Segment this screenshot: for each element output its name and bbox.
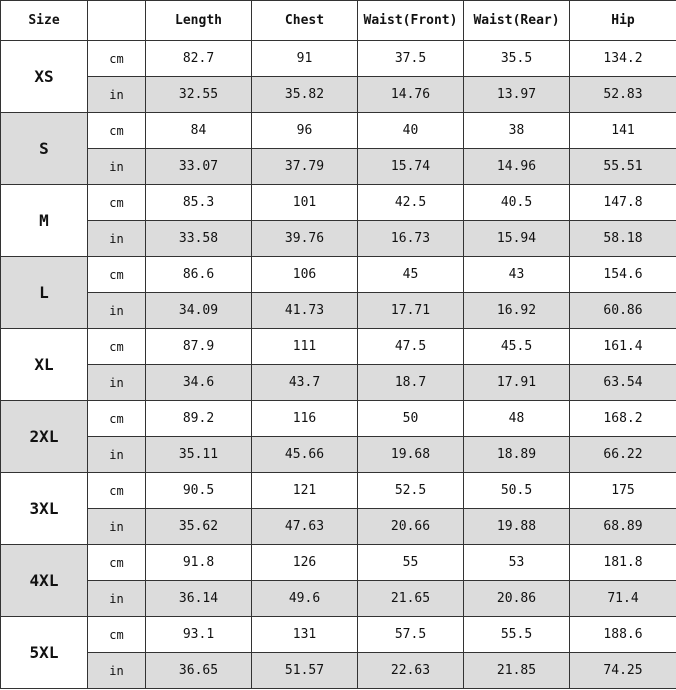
- cell-waist-front-in: 16.73: [358, 221, 464, 257]
- cell-chest-cm: 126: [252, 545, 358, 581]
- cell-length-cm: 87.9: [146, 329, 252, 365]
- cell-waist-front-cm: 55: [358, 545, 464, 581]
- cell-hip-in: 58.18: [570, 221, 676, 257]
- cell-chest-in: 37.79: [252, 149, 358, 185]
- cell-length-cm: 89.2: [146, 401, 252, 437]
- cell-chest-cm: 116: [252, 401, 358, 437]
- size-label: XL: [1, 329, 88, 401]
- cell-hip-cm: 168.2: [570, 401, 676, 437]
- cell-hip-cm: 188.6: [570, 617, 676, 653]
- table-row: [1, 329, 676, 365]
- size-group: [1, 329, 676, 401]
- table-row: [1, 113, 676, 149]
- cell-length-in: 33.07: [146, 149, 252, 185]
- cell-length-in: 33.58: [146, 221, 252, 257]
- unit-cm: cm: [88, 185, 146, 221]
- size-label: 3XL: [1, 473, 88, 545]
- unit-in: in: [88, 149, 146, 185]
- cell-waist-rear-in: 19.88: [464, 509, 570, 545]
- table-row: [1, 365, 676, 401]
- size-group: [1, 545, 676, 617]
- unit-in: in: [88, 365, 146, 401]
- header-row: [1, 1, 676, 41]
- header-waist-front: Waist(Front): [358, 1, 464, 41]
- cell-chest-cm: 106: [252, 257, 358, 293]
- cell-waist-rear-cm: 55.5: [464, 617, 570, 653]
- table-row: [1, 437, 676, 473]
- cell-chest-cm: 101: [252, 185, 358, 221]
- unit-in: in: [88, 77, 146, 113]
- header-unit: [88, 1, 146, 41]
- cell-waist-front-in: 22.63: [358, 653, 464, 689]
- cell-waist-front-cm: 37.5: [358, 41, 464, 77]
- cell-chest-in: 43.7: [252, 365, 358, 401]
- cell-waist-rear-in: 14.96: [464, 149, 570, 185]
- table-row: [1, 293, 676, 329]
- size-label: 5XL: [1, 617, 88, 689]
- table-row: [1, 581, 676, 617]
- cell-waist-front-in: 14.76: [358, 77, 464, 113]
- cell-length-in: 34.6: [146, 365, 252, 401]
- header-length: Length: [146, 1, 252, 41]
- cell-length-cm: 90.5: [146, 473, 252, 509]
- cell-waist-front-in: 20.66: [358, 509, 464, 545]
- cell-waist-rear-in: 20.86: [464, 581, 570, 617]
- cell-hip-in: 68.89: [570, 509, 676, 545]
- size-label: L: [1, 257, 88, 329]
- unit-cm: cm: [88, 617, 146, 653]
- table-row: [1, 473, 676, 509]
- cell-waist-front-in: 18.7: [358, 365, 464, 401]
- cell-waist-rear-cm: 45.5: [464, 329, 570, 365]
- unit-in: in: [88, 221, 146, 257]
- cell-chest-in: 47.63: [252, 509, 358, 545]
- cell-hip-cm: 181.8: [570, 545, 676, 581]
- cell-waist-rear-cm: 48: [464, 401, 570, 437]
- unit-in: in: [88, 509, 146, 545]
- cell-hip-in: 74.25: [570, 653, 676, 689]
- cell-waist-rear-cm: 40.5: [464, 185, 570, 221]
- unit-cm: cm: [88, 113, 146, 149]
- size-label: 4XL: [1, 545, 88, 617]
- cell-waist-front-in: 21.65: [358, 581, 464, 617]
- table-row: [1, 77, 676, 113]
- cell-waist-rear-in: 17.91: [464, 365, 570, 401]
- cell-waist-front-cm: 52.5: [358, 473, 464, 509]
- cell-chest-cm: 91: [252, 41, 358, 77]
- cell-waist-rear-cm: 38: [464, 113, 570, 149]
- cell-waist-front-cm: 57.5: [358, 617, 464, 653]
- cell-waist-front-in: 19.68: [358, 437, 464, 473]
- size-group: [1, 41, 676, 113]
- cell-length-cm: 84: [146, 113, 252, 149]
- table-row: [1, 617, 676, 653]
- size-group: [1, 401, 676, 473]
- cell-waist-rear-cm: 43: [464, 257, 570, 293]
- size-label: M: [1, 185, 88, 257]
- cell-waist-front-cm: 42.5: [358, 185, 464, 221]
- cell-hip-in: 63.54: [570, 365, 676, 401]
- cell-waist-rear-cm: 53: [464, 545, 570, 581]
- cell-waist-rear-cm: 35.5: [464, 41, 570, 77]
- unit-cm: cm: [88, 257, 146, 293]
- cell-waist-front-in: 17.71: [358, 293, 464, 329]
- size-group: [1, 617, 676, 689]
- cell-hip-cm: 154.6: [570, 257, 676, 293]
- unit-cm: cm: [88, 473, 146, 509]
- cell-chest-in: 39.76: [252, 221, 358, 257]
- cell-waist-rear-in: 21.85: [464, 653, 570, 689]
- cell-hip-cm: 175: [570, 473, 676, 509]
- unit-in: in: [88, 581, 146, 617]
- unit-cm: cm: [88, 329, 146, 365]
- cell-hip-in: 71.4: [570, 581, 676, 617]
- cell-length-cm: 93.1: [146, 617, 252, 653]
- cell-chest-in: 49.6: [252, 581, 358, 617]
- size-group: [1, 185, 676, 257]
- cell-chest-cm: 121: [252, 473, 358, 509]
- cell-waist-front-cm: 50: [358, 401, 464, 437]
- cell-waist-rear-in: 13.97: [464, 77, 570, 113]
- unit-in: in: [88, 653, 146, 689]
- cell-chest-in: 51.57: [252, 653, 358, 689]
- unit-in: in: [88, 437, 146, 473]
- cell-chest-in: 45.66: [252, 437, 358, 473]
- header-hip: Hip: [570, 1, 676, 41]
- table-row: [1, 401, 676, 437]
- header-waist-rear: Waist(Rear): [464, 1, 570, 41]
- cell-waist-rear-in: 15.94: [464, 221, 570, 257]
- cell-chest-cm: 111: [252, 329, 358, 365]
- table-row: [1, 545, 676, 581]
- table-row: [1, 185, 676, 221]
- size-label: 2XL: [1, 401, 88, 473]
- cell-hip-cm: 147.8: [570, 185, 676, 221]
- table-row: [1, 221, 676, 257]
- cell-chest-cm: 131: [252, 617, 358, 653]
- cell-hip-cm: 161.4: [570, 329, 676, 365]
- cell-length-in: 35.62: [146, 509, 252, 545]
- cell-waist-rear-in: 18.89: [464, 437, 570, 473]
- unit-in: in: [88, 293, 146, 329]
- size-group: [1, 113, 676, 185]
- cell-length-in: 32.55: [146, 77, 252, 113]
- unit-cm: cm: [88, 545, 146, 581]
- cell-chest-in: 41.73: [252, 293, 358, 329]
- cell-length-in: 35.11: [146, 437, 252, 473]
- cell-hip-in: 52.83: [570, 77, 676, 113]
- size-group: [1, 257, 676, 329]
- table-row: [1, 509, 676, 545]
- cell-waist-rear-in: 16.92: [464, 293, 570, 329]
- cell-waist-front-in: 15.74: [358, 149, 464, 185]
- cell-hip-cm: 134.2: [570, 41, 676, 77]
- cell-waist-front-cm: 45: [358, 257, 464, 293]
- table-row: [1, 149, 676, 185]
- size-label: S: [1, 113, 88, 185]
- table-row: [1, 257, 676, 293]
- cell-length-cm: 91.8: [146, 545, 252, 581]
- cell-length-in: 34.09: [146, 293, 252, 329]
- cell-length-in: 36.14: [146, 581, 252, 617]
- header-chest: Chest: [252, 1, 358, 41]
- size-label: XS: [1, 41, 88, 113]
- cell-waist-rear-cm: 50.5: [464, 473, 570, 509]
- size-group: [1, 473, 676, 545]
- cell-hip-in: 66.22: [570, 437, 676, 473]
- cell-length-cm: 86.6: [146, 257, 252, 293]
- cell-length-in: 36.65: [146, 653, 252, 689]
- cell-waist-front-cm: 47.5: [358, 329, 464, 365]
- cell-length-cm: 82.7: [146, 41, 252, 77]
- table-row: [1, 41, 676, 77]
- cell-hip-cm: 141: [570, 113, 676, 149]
- table-row: [1, 653, 676, 689]
- header-size: Size: [1, 1, 88, 41]
- cell-chest-in: 35.82: [252, 77, 358, 113]
- unit-cm: cm: [88, 41, 146, 77]
- cell-length-cm: 85.3: [146, 185, 252, 221]
- unit-cm: cm: [88, 401, 146, 437]
- cell-hip-in: 60.86: [570, 293, 676, 329]
- cell-hip-in: 55.51: [570, 149, 676, 185]
- cell-waist-front-cm: 40: [358, 113, 464, 149]
- cell-chest-cm: 96: [252, 113, 358, 149]
